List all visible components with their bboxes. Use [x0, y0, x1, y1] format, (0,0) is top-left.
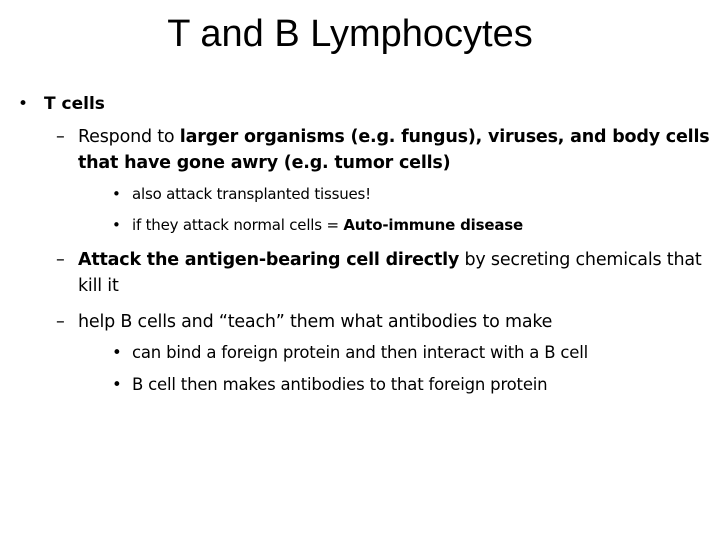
bullet-t-cells-label: T cells	[44, 94, 105, 114]
dash-icon: –	[56, 312, 65, 332]
sub-autoimmune-prefix: if they attack normal cells =	[132, 216, 344, 234]
bullet-icon: •	[112, 216, 121, 234]
sub-bind-protein	[112, 343, 702, 363]
sub-autoimmune	[112, 215, 702, 235]
sub-bind-protein-text: can bind a foreign protein and then interact with a B cell	[132, 343, 588, 362]
item-help	[56, 309, 720, 335]
item-attack	[56, 247, 720, 299]
slide-title: T and B Lymphocytes	[167, 13, 533, 55]
bullet-icon: •	[112, 185, 121, 203]
sub-makes-antibodies-text: B cell then makes antibodies to that foreign protein	[132, 375, 548, 394]
bullet-icon: •	[18, 94, 29, 114]
sub-transplanted	[112, 184, 702, 204]
sub-transplanted-text: also attack transplanted tissues!	[132, 185, 371, 203]
bullet-t-cells	[18, 92, 105, 116]
dash-icon: –	[56, 250, 65, 270]
bullet-icon: •	[112, 375, 122, 394]
sub-autoimmune-bold: Auto-immune disease	[343, 216, 523, 234]
item-respond	[56, 124, 720, 176]
bullet-icon: •	[112, 343, 122, 362]
item-respond-prefix: Respond to	[78, 127, 180, 147]
item-help-text: help B cells and “teach” them what antibodies to make	[78, 312, 553, 332]
item-attack-bold: Attack the antigen-bearing cell directly	[78, 250, 460, 270]
item-attack-suffix: by secreting chemicals that kill it	[78, 250, 702, 296]
sub-makes-antibodies	[112, 375, 702, 395]
item-respond-bold: larger organisms (e.g. fungus), viruses, and body cells that have gone awry (e.g. tumor cells)	[78, 127, 710, 173]
dash-icon: –	[56, 127, 65, 147]
